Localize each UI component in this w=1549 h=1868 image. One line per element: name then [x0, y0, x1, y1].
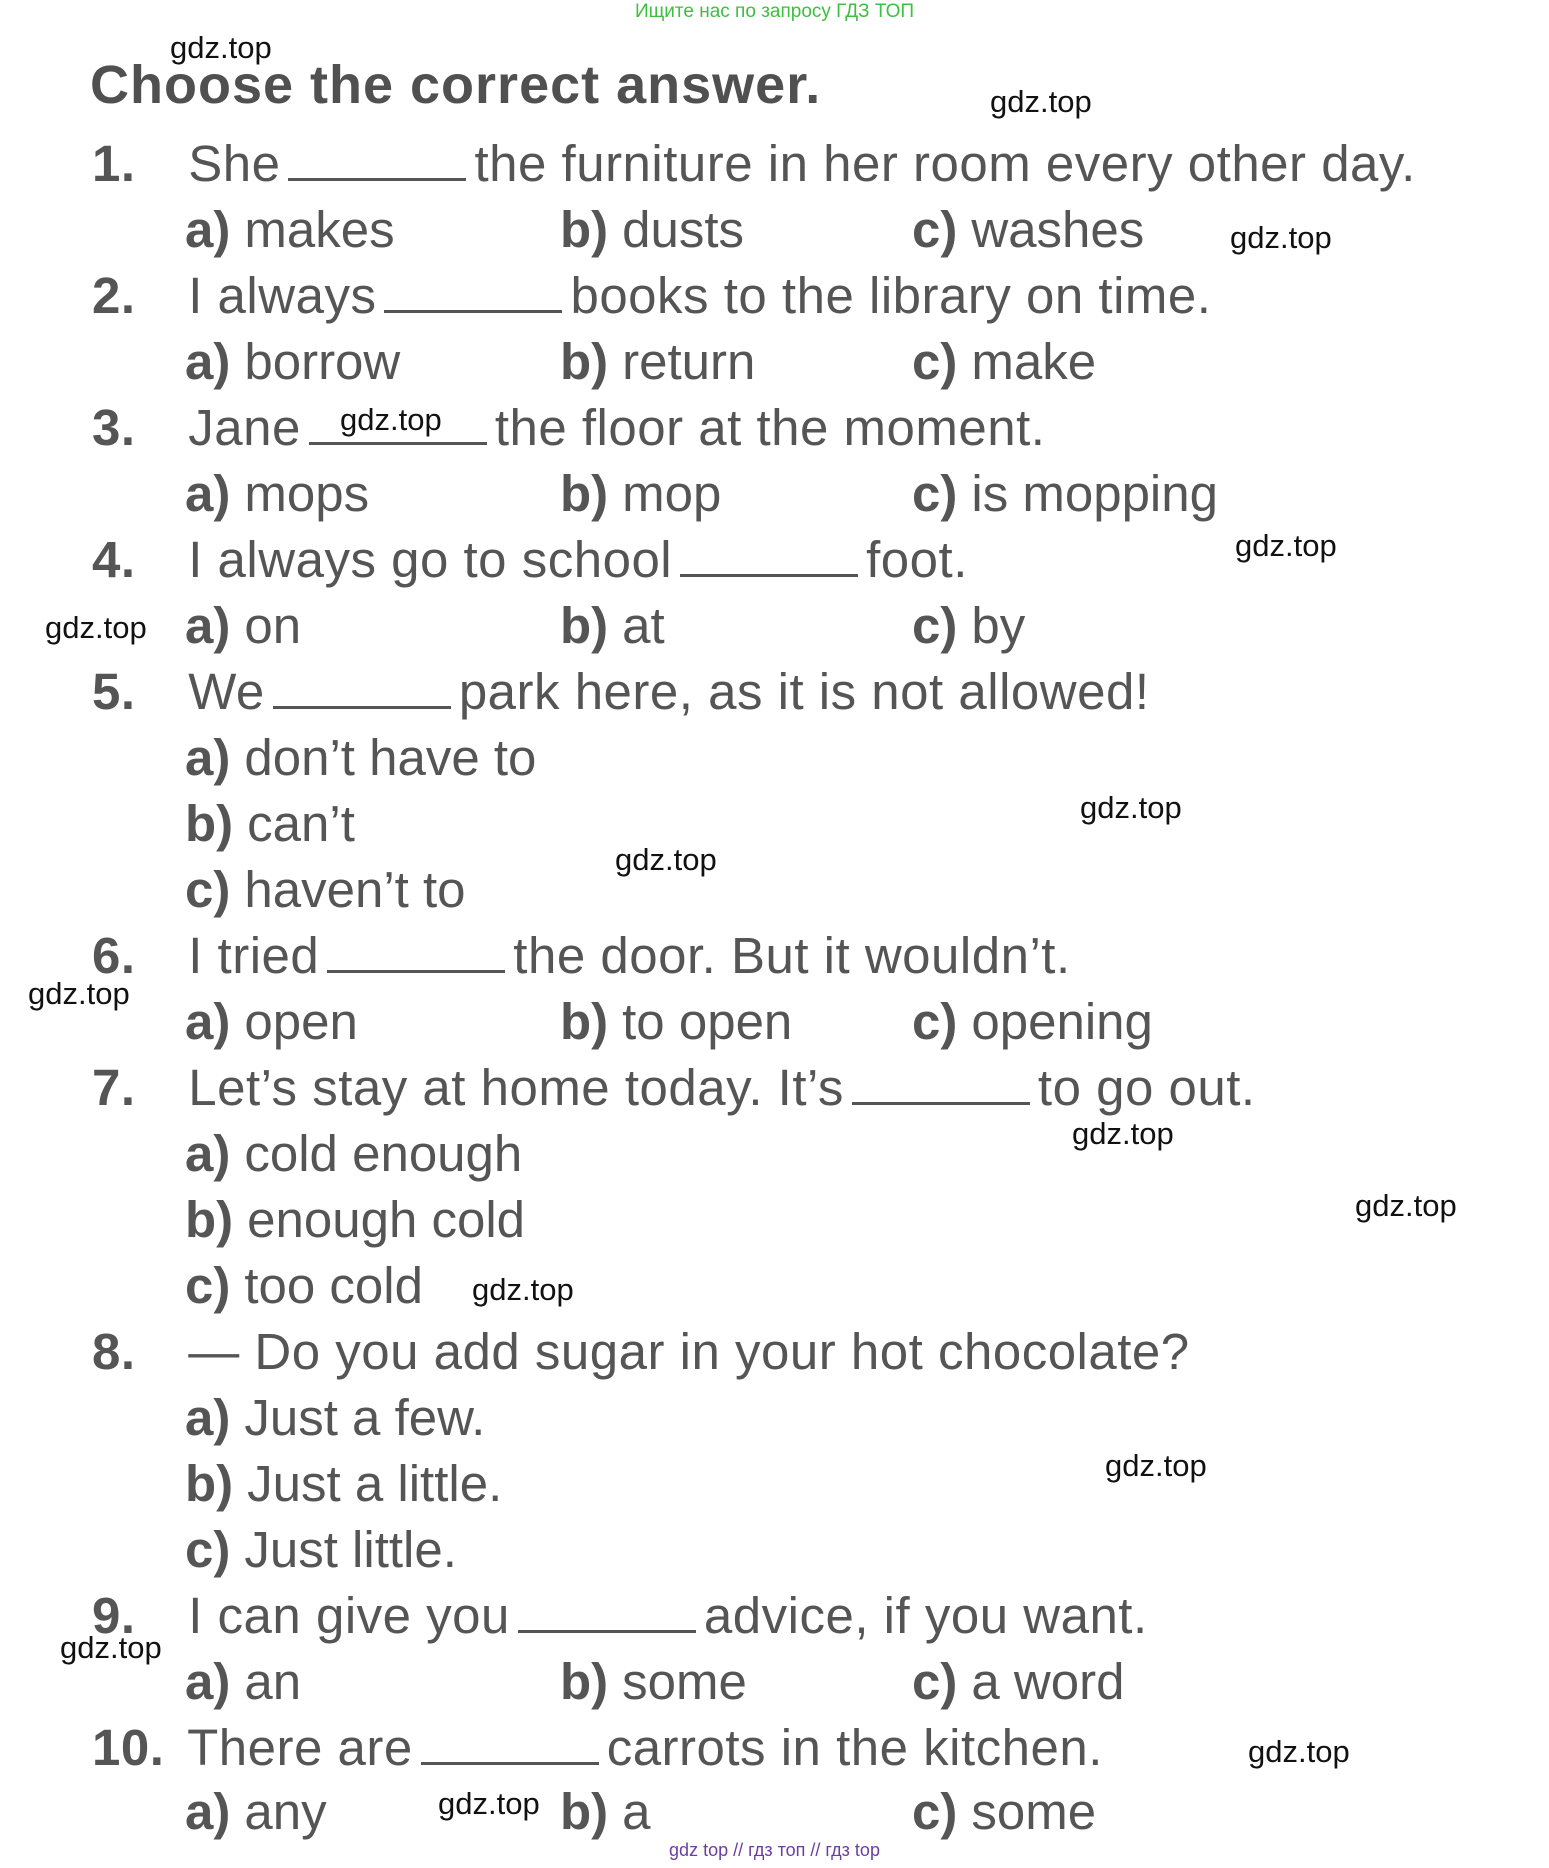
- option-10c: [912, 1782, 1096, 1841]
- option-text: mop: [622, 465, 722, 522]
- option-letter: a): [185, 1389, 231, 1446]
- option-3c: [912, 464, 1218, 523]
- question-number: 8.: [92, 1323, 136, 1380]
- question-4: [92, 530, 968, 589]
- watermark: gdz.top: [1080, 790, 1182, 825]
- option-text: return: [622, 333, 756, 390]
- option-1c: [912, 200, 1144, 259]
- option-9c: [912, 1652, 1124, 1711]
- option-8b: [185, 1454, 502, 1513]
- option-10a: [185, 1782, 327, 1841]
- option-letter: b): [560, 201, 609, 258]
- option-text: by: [971, 597, 1026, 654]
- option-letter: b): [560, 1783, 609, 1840]
- answer-blank: [327, 966, 505, 973]
- option-letter: b): [185, 1191, 234, 1248]
- option-7c: [185, 1256, 423, 1315]
- option-letter: b): [560, 597, 609, 654]
- option-6a: [185, 992, 358, 1051]
- question-text-after: the door. But it wouldn’t.: [513, 927, 1071, 984]
- watermark: gdz.top: [1105, 1448, 1207, 1483]
- option-letter: a): [185, 333, 231, 390]
- option-7a: [185, 1124, 522, 1183]
- option-8a: [185, 1388, 485, 1447]
- option-letter: c): [912, 1783, 958, 1840]
- option-letter: c): [912, 465, 958, 522]
- option-text: Just a little.: [247, 1455, 503, 1512]
- option-2a: [185, 332, 400, 391]
- option-5c: [185, 860, 466, 919]
- question-number: 6.: [92, 927, 136, 984]
- option-text: can’t: [247, 795, 355, 852]
- option-letter: c): [912, 333, 958, 390]
- option-5b: [185, 794, 355, 853]
- option-letter: a): [185, 201, 231, 258]
- question-number: 4.: [92, 531, 136, 588]
- option-letter: c): [185, 1257, 231, 1314]
- option-1b: [560, 200, 744, 259]
- option-letter: b): [185, 795, 234, 852]
- option-text: mops: [244, 465, 370, 522]
- option-5a: [185, 728, 536, 787]
- question-text-after: the floor at the moment.: [494, 399, 1046, 456]
- option-letter: c): [912, 1653, 958, 1710]
- option-letter: b): [560, 993, 609, 1050]
- question-9: [92, 1586, 1148, 1645]
- watermark: gdz.top: [1072, 1116, 1174, 1151]
- question-text-after: the furniture in her room every other day.: [474, 135, 1416, 192]
- question-text-before: I can give you: [188, 1587, 510, 1644]
- answer-blank: [680, 570, 858, 577]
- top-banner: Ищите нас по запросу ГДЗ ТОП: [634, 1, 915, 22]
- option-text: on: [244, 597, 302, 654]
- option-text: borrow: [244, 333, 401, 390]
- option-text: a word: [971, 1653, 1125, 1710]
- option-text: make: [971, 333, 1097, 390]
- option-text: any: [244, 1783, 327, 1840]
- option-letter: a): [185, 993, 231, 1050]
- option-text: too cold: [244, 1257, 423, 1314]
- watermark: gdz.top: [472, 1272, 574, 1307]
- question-2: [92, 266, 1211, 325]
- question-number: 9.: [92, 1587, 136, 1644]
- option-text: an: [244, 1653, 302, 1710]
- option-text: Just a few.: [244, 1389, 486, 1446]
- answer-blank: [421, 1758, 599, 1765]
- question-5: [92, 662, 1150, 721]
- option-text: is mopping: [971, 465, 1218, 522]
- question-text-after: carrots in the kitchen.: [606, 1719, 1103, 1776]
- option-letter: b): [185, 1455, 234, 1512]
- page-title: Choose the correct answer.: [90, 55, 822, 115]
- question-number: 2.: [92, 267, 136, 324]
- option-letter: a): [185, 1783, 231, 1840]
- option-6c: [912, 992, 1153, 1051]
- question-10: [92, 1718, 1103, 1777]
- question-number: 5.: [92, 663, 136, 720]
- question-text-after: foot.: [866, 531, 968, 588]
- question-8: [92, 1322, 1190, 1381]
- footer-text: gdz top // гдз топ // гдз top: [669, 1840, 880, 1860]
- option-text: cold enough: [244, 1125, 523, 1182]
- answer-blank: [288, 174, 466, 181]
- question-3: [92, 398, 1045, 457]
- watermark: gdz.top: [990, 84, 1092, 119]
- option-letter: b): [560, 465, 609, 522]
- option-text: Just little.: [244, 1521, 457, 1578]
- watermark: gdz.top: [1355, 1188, 1457, 1223]
- question-text-before: I tried: [188, 927, 320, 984]
- option-text: dusts: [622, 201, 745, 258]
- option-9b: [560, 1652, 747, 1711]
- option-letter: c): [912, 201, 958, 258]
- question-text-before: I always go to school: [188, 531, 673, 588]
- question-number: 1.: [92, 135, 136, 192]
- question-text-after: books to the library on time.: [570, 267, 1212, 324]
- answer-blank: [309, 438, 487, 445]
- answer-blank: [518, 1626, 696, 1633]
- option-7b: [185, 1190, 525, 1249]
- option-letter: c): [912, 597, 958, 654]
- question-number: 7.: [92, 1059, 136, 1116]
- option-3a: [185, 464, 369, 523]
- option-text: enough cold: [247, 1191, 526, 1248]
- question-text-before: There are: [187, 1719, 413, 1776]
- option-letter: b): [560, 333, 609, 390]
- question-text-before: I always: [188, 267, 377, 324]
- option-letter: b): [560, 1653, 609, 1710]
- watermark: gdz.top: [615, 842, 717, 877]
- option-text: makes: [244, 201, 395, 258]
- option-10b: [560, 1782, 651, 1841]
- option-2c: [912, 332, 1096, 391]
- question-7: [92, 1058, 1256, 1117]
- answer-blank: [384, 306, 562, 313]
- option-2b: [560, 332, 755, 391]
- question-text-after: advice, if you want.: [703, 1587, 1148, 1644]
- option-letter: c): [185, 1521, 231, 1578]
- watermark: gdz.top: [1230, 220, 1332, 255]
- option-text: at: [622, 597, 665, 654]
- option-text: to open: [622, 993, 793, 1050]
- watermark: gdz.top: [45, 610, 147, 645]
- option-letter: a): [185, 729, 231, 786]
- option-text: don’t have to: [244, 729, 537, 786]
- question-text-after: park here, as it is not allowed!: [458, 663, 1150, 720]
- option-4a: [185, 596, 301, 655]
- watermark: gdz.top: [28, 976, 130, 1011]
- option-4c: [912, 596, 1025, 655]
- option-1a: [185, 200, 395, 259]
- option-text: some: [622, 1653, 747, 1710]
- question-text-before: — Do you add sugar in your hot chocolate?: [188, 1323, 1190, 1380]
- question-1: [92, 134, 1416, 193]
- option-text: open: [244, 993, 358, 1050]
- option-text: washes: [971, 201, 1145, 258]
- watermark: gdz.top: [1248, 1734, 1350, 1769]
- option-text: haven’t to: [244, 861, 466, 918]
- option-letter: c): [912, 993, 958, 1050]
- question-number: 10.: [92, 1719, 165, 1776]
- answer-blank: [852, 1098, 1030, 1105]
- question-text-before: She: [188, 135, 281, 192]
- watermark: gdz.top: [438, 1786, 540, 1821]
- option-text: a: [622, 1783, 651, 1840]
- watermark: gdz.top: [1235, 528, 1337, 563]
- option-letter: c): [185, 861, 231, 918]
- question-text-after: to go out.: [1037, 1059, 1256, 1116]
- question-number: 3.: [92, 399, 136, 456]
- option-3b: [560, 464, 721, 523]
- watermark: gdz.top: [60, 1630, 162, 1665]
- option-letter: a): [185, 1653, 231, 1710]
- option-6b: [560, 992, 792, 1051]
- option-4b: [560, 596, 665, 655]
- watermark: gdz.top: [340, 402, 442, 437]
- option-letter: a): [185, 1125, 231, 1182]
- option-letter: a): [185, 597, 231, 654]
- option-text: opening: [971, 993, 1153, 1050]
- option-8c: [185, 1520, 457, 1579]
- question-6: [92, 926, 1071, 985]
- answer-blank: [273, 702, 451, 709]
- question-text-before: Jane: [188, 399, 301, 456]
- question-text-before: We: [188, 663, 265, 720]
- option-text: some: [971, 1783, 1097, 1840]
- question-text-before: Let’s stay at home today. It’s: [188, 1059, 844, 1116]
- watermark: gdz.top: [170, 30, 272, 65]
- option-letter: a): [185, 465, 231, 522]
- option-9a: [185, 1652, 301, 1711]
